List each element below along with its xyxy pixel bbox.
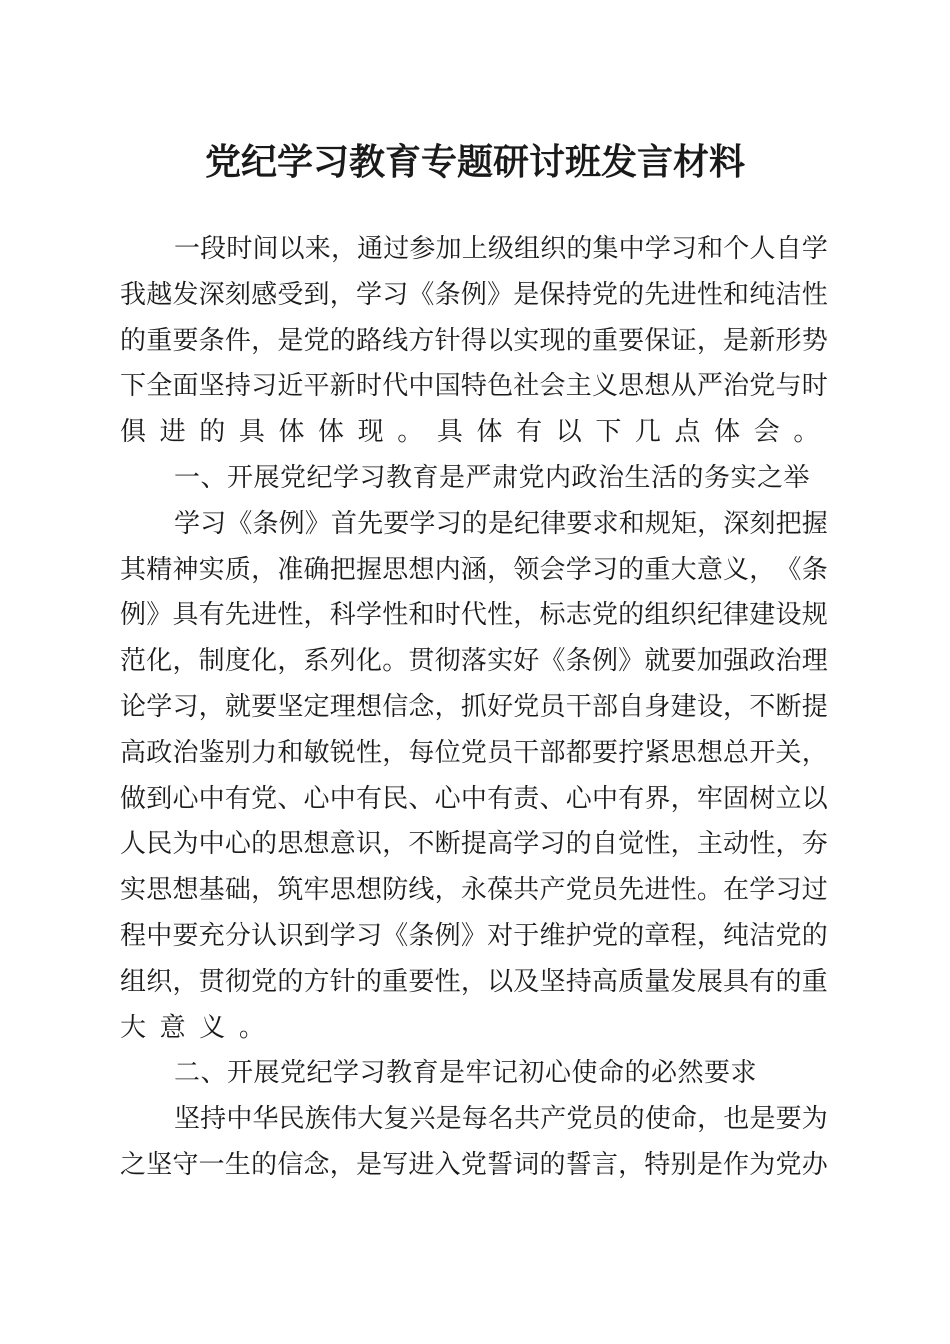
paragraph-line: 我 越 发 深 刻 感 受 到 ， 学 习 《 条 例 》 是 保 持 党 的 先 进 性 和 纯 洁 性 (120, 280, 828, 310)
paragraph-line: 的 重 要 条 件 ， 是 党 的 路 线 方 针 得 以 实 现 的 重 要 保 证 ， 是 新 形 势 (120, 326, 828, 356)
paragraph-line: 做 到 心 中 有 党 、 心 中 有 民 、 心 中 有 责 、 心 中 有 界 ， 牢 固 树 立 以 (120, 784, 828, 814)
section-heading: 一、开展党纪学习教育是严肃党内政治生活的务实之举 (174, 463, 811, 493)
paragraph-line: 实 思 想 基 础 ， 筑 牢 思 想 防 线 ， 永 葆 共 产 党 员 先 进 性 。 在 学 习 过 (120, 875, 828, 905)
paragraph-line: 下 全 面 坚 持 习 近 平 新 时 代 中 国 特 色 社 会 主 义 思 想 从 严 治 党 与 时 (120, 371, 828, 401)
paragraph-line: 论 学 习 ， 就 要 坚 定 理 想 信 念 ， 抓 好 党 员 干 部 自 身 建 设 ， 不 断 提 (120, 692, 828, 722)
section-heading: 二、开展党纪学习教育是牢记初心使命的必然要求 (174, 1058, 758, 1088)
paragraph-line: 大 意 义 。 (120, 1013, 265, 1043)
paragraph-line: 其 精 神 实 质 ， 准 确 把 握 思 想 内 涵 ， 领 会 学 习 的 重 大 意 义 ， 《 条 (120, 555, 828, 585)
paragraph-line: 高 政 治 鉴 别 力 和 敏 锐 性 ， 每 位 党 员 干 部 都 要 拧 紧 思 想 总 开 关 ， (120, 738, 828, 768)
document-title: 党纪学习教育专题研讨班发言材料 (204, 141, 745, 183)
paragraph-line: 范 化 ， 制 度 化 ， 系 列 化 。 贯 彻 落 实 好 《 条 例 》 就 要 加 强 政 治 理 (120, 646, 828, 676)
paragraph-line: 程 中 要 充 分 认 识 到 学 习 《 条 例 》 对 于 维 护 党 的 章 程 ， 纯 洁 党 的 (120, 921, 828, 951)
paragraph-line: 人 民 为 中 心 的 思 想 意 识 ， 不 断 提 高 学 习 的 自 觉 性 ， 主 动 性 ， 夯 (120, 829, 828, 859)
paragraph-line: 之 坚 守 一 生 的 信 念 ， 是 写 进 入 党 誓 词 的 誓 言 ， 特 别 是 作 为 党 办 (120, 1150, 828, 1180)
paragraph-line: 例 》 具 有 先 进 性 ， 科 学 性 和 时 代 性 ， 标 志 党 的 组 织 纪 律 建 设 规 (120, 600, 828, 630)
paragraph-line: 一 段 时 间 以 来 ， 通 过 参 加 上 级 组 织 的 集 中 学 习 和 个 人 自 学 (174, 234, 828, 264)
paragraph-line: 组 织 ， 贯 彻 党 的 方 针 的 重 要 性 ， 以 及 坚 持 高 质 量 发 展 具 有 的 重 (120, 967, 828, 997)
paragraph-line: 坚 持 中 华 民 族 伟 大 复 兴 是 每 名 共 产 党 员 的 使 命 ， 也 是 要 为 (174, 1104, 828, 1134)
paragraph-line: 俱 进 的 具 体 体 现 。 具 体 有 以 下 几 点 体 会 。 (120, 417, 820, 447)
paragraph-line: 学 习 《 条 例 》 首 先 要 学 习 的 是 纪 律 要 求 和 规 矩 ， 深 刻 把 握 (174, 509, 828, 539)
